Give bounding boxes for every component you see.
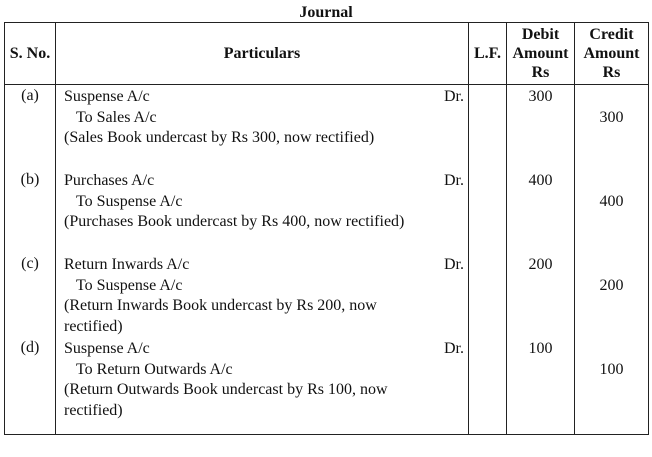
header-debit [507,23,575,85]
debit-account: Suspense A/c [64,340,150,357]
header-credit-line: Rs [602,64,621,81]
header-sno: S. No. [5,23,56,85]
narration: (Return Inwards Book undercast by Rs 200, now [64,297,377,314]
debit-account: Purchases A/c [64,172,155,189]
header-debit-line: Debit [521,26,560,43]
header-row [5,23,649,85]
entry-lf [469,253,507,337]
entry-credit-cell [575,169,649,253]
entry-credit-cell [575,253,649,337]
header-debit-line: Amount [512,45,569,62]
journal-table [4,22,649,435]
credit-account: To Sales A/c [76,108,157,126]
credit-account: To Suspense A/c [76,276,183,294]
dr-label: Dr. [444,172,464,189]
entry-credit-amount: 300 [599,108,624,126]
header-credit-line: Credit [589,26,634,43]
entry-particulars [56,85,469,170]
entry-lf [469,169,507,253]
credit-account: To Suspense A/c [76,192,183,210]
narration: (Sales Book undercast by Rs 300, now rectified) [64,129,375,146]
debit-account: Suspense A/c [64,88,150,105]
dr-label: Dr. [444,256,464,273]
entry-credit-amount: 400 [599,192,624,210]
entry-particulars [56,253,469,337]
journal-entry-a [5,85,649,170]
entry-sno: (c) [5,253,56,337]
entry-sno: (a) [5,85,56,170]
header-debit-line: Rs [531,64,550,81]
narration: (Purchases Book undercast by Rs 400, now rectified) [64,213,405,230]
entry-sno: (d) [5,337,56,435]
journal-entry-b [5,169,649,253]
header-credit-line: Amount [583,45,640,62]
entry-debit-amount: 200 [507,253,575,337]
credit-account: To Return Outwards A/c [76,360,233,378]
entry-credit-cell [575,85,649,170]
entry-credit-amount: 100 [599,360,624,378]
entry-lf [469,85,507,170]
entry-credit-cell [575,337,649,435]
journal-entry-c [5,253,649,337]
dr-label: Dr. [444,88,464,105]
entry-debit-amount: 400 [507,169,575,253]
header-credit [575,23,649,85]
journal-entry-d [5,337,649,435]
debit-account: Return Inwards A/c [64,256,190,273]
entry-particulars [56,169,469,253]
dr-label: Dr. [444,340,464,357]
header-particulars: Particulars [56,23,469,85]
entry-credit-amount: 200 [599,276,624,294]
entry-debit-amount: 100 [507,337,575,435]
narration: rectified) [64,401,123,419]
journal-title: Journal [299,4,353,21]
entry-lf [469,337,507,435]
entry-debit-amount: 300 [507,85,575,170]
narration: rectified) [64,317,123,335]
narration: (Return Outwards Book undercast by Rs 100, now [64,381,388,398]
entry-sno: (b) [5,169,56,253]
header-lf: L.F. [469,23,507,85]
entry-particulars [56,337,469,435]
